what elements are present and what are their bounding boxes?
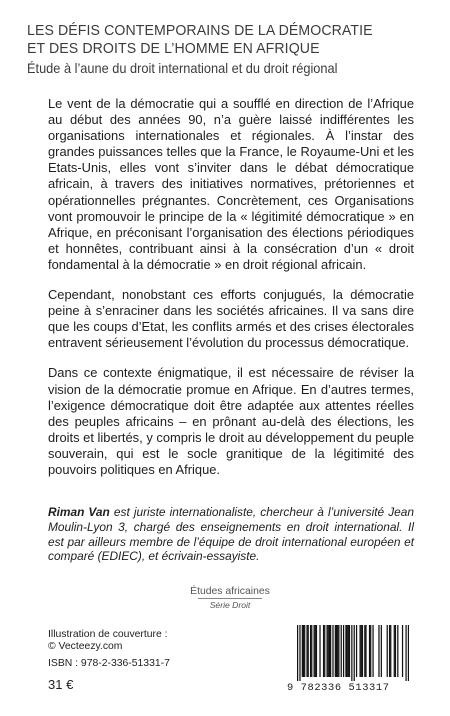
book-title-line-2: ET DES DROITS DE L’HOMME EN AFRIQUE xyxy=(27,39,320,57)
barcode-bar xyxy=(390,625,391,677)
barcode-bar xyxy=(328,625,329,677)
barcode-bar xyxy=(356,625,357,677)
barcode-bars xyxy=(297,625,409,681)
barcode-bar xyxy=(338,625,339,677)
barcode-bar xyxy=(337,625,338,677)
cover-credit-value: © Vecteezy.com xyxy=(48,641,123,653)
barcode-bar xyxy=(332,625,333,677)
barcode-bar xyxy=(326,625,327,677)
barcode-bar xyxy=(349,625,350,677)
isbn: ISBN : 978-2-336-51331-7 xyxy=(48,658,170,669)
barcode-bar xyxy=(306,625,307,677)
series-name: Études africaines xyxy=(190,586,270,597)
barcode-bar xyxy=(372,625,373,677)
cover-credit xyxy=(48,629,168,654)
barcode-bar xyxy=(343,625,344,677)
barcode-bar xyxy=(341,625,342,677)
barcode-bar xyxy=(397,625,398,677)
barcode-bar xyxy=(354,625,355,681)
barcode-bar xyxy=(335,625,336,677)
barcode-bar xyxy=(347,625,348,677)
barcode-bar xyxy=(395,625,396,677)
barcode-bar xyxy=(330,625,331,677)
series-logo xyxy=(180,586,280,610)
barcode-bar xyxy=(345,625,346,677)
book-title-line-1: LES DÉFIS CONTEMPORAINS DE LA DÉMOCRATIE xyxy=(27,22,373,39)
author-bio-text: est juriste internationaliste, chercheur à l’université Jean Moulin-Lyon 3, chargé des enseignements en droit international. Il est par ailleurs membre de l’équipe de droit international européen et comparé (EDIEC), et écrivain-essayiste. xyxy=(48,505,414,564)
author-bio xyxy=(48,505,414,564)
barcode-bar xyxy=(369,625,370,677)
barcode-bar xyxy=(323,625,324,677)
barcode-bar xyxy=(389,625,390,677)
barcode-bar xyxy=(302,625,303,677)
barcode-bar xyxy=(361,625,362,677)
barcode-bar xyxy=(394,625,395,677)
barcode-bar xyxy=(402,625,403,677)
series-subtitle: Série Droit xyxy=(209,600,251,610)
barcode-bar xyxy=(365,625,366,677)
barcode-bar xyxy=(324,625,325,677)
barcode-bar xyxy=(308,625,309,677)
book-subtitle: Étude à l’aune du droit international et du droit régional xyxy=(27,61,338,76)
barcode-bar xyxy=(364,625,365,677)
barcode xyxy=(287,625,414,695)
barcode-bar xyxy=(299,625,300,681)
price: 31 € xyxy=(48,677,74,692)
barcode-bar xyxy=(329,625,330,677)
barcode-bar xyxy=(348,625,349,677)
barcode-bar xyxy=(304,625,305,677)
barcode-bar xyxy=(316,625,317,677)
barcode-bar xyxy=(351,625,352,681)
cover-credit-label: Illustration de couverture : xyxy=(48,629,168,640)
barcode-bar xyxy=(381,625,382,677)
barcode-bar xyxy=(303,625,304,677)
blurb-paragraph-1: Le vent de la démocratie qui a soufflé en direction de l’Afrique au début des années 90, n’a guère laissé indifférentes les organisations internationales et régionales. À l’instar des grandes puissances telles que la France, le Royaume-Uni et les Etats-Unis, elles vont s’inviter dans le débat démocratique africain, à travers des initiatives normatives, prétoriennes et opérationnelles prégnantes. Concrètement, ces Organisations vont promouvoir le principe de la « légitimité démocratique » en Afrique, en préconisant l’organisation des élections périodiques et honnêtes, contribuant ainsi à la consécration d’un « droit fondamental à la démocratie » en droit régional africain. xyxy=(48,96,414,272)
barcode-bar xyxy=(319,625,320,677)
barcode-bar xyxy=(315,625,316,677)
barcode-bar xyxy=(362,625,363,677)
barcode-bar xyxy=(311,625,312,677)
series-divider xyxy=(198,598,262,599)
barcode-bar xyxy=(370,625,371,677)
blurb-paragraph-3: Dans ce contexte énigmatique, il est nécessaire de réviser la vision de la démocratie promue en Afrique. En d’autres termes, l’exigence démocratique doit être adaptée aux attentes réelles des peuples africains – en prônant au-delà des élections, les droits et libertés, y compris le droit au développement du peuple souverain, qui est le socle granitique de la légitimité des pouvoirs politiques en Afrique. xyxy=(48,365,414,477)
barcode-bar xyxy=(378,625,379,677)
barcode-bar xyxy=(336,625,337,677)
blurb-paragraph-2: Cependant, nonobstant ces efforts conjugués, la démocratie peine à s’enraciner dans les sociétés africaines. Il va sans dire que les coups d’Etat, les conflits armés et des crises électorales entravent sérieusement l’évolution du processus démocratique. xyxy=(48,287,414,351)
author-name: Riman Van xyxy=(48,505,110,519)
barcode-bar xyxy=(405,625,406,681)
barcode-bar xyxy=(359,625,360,677)
blurb xyxy=(48,96,414,492)
barcode-digits: 9 782336 513317 xyxy=(287,682,390,694)
barcode-bar xyxy=(297,625,298,681)
barcode-bar xyxy=(310,625,311,677)
barcode-bar xyxy=(408,625,409,681)
barcode-bar xyxy=(387,625,388,677)
barcode-bar xyxy=(314,625,315,677)
book-title xyxy=(27,22,399,57)
